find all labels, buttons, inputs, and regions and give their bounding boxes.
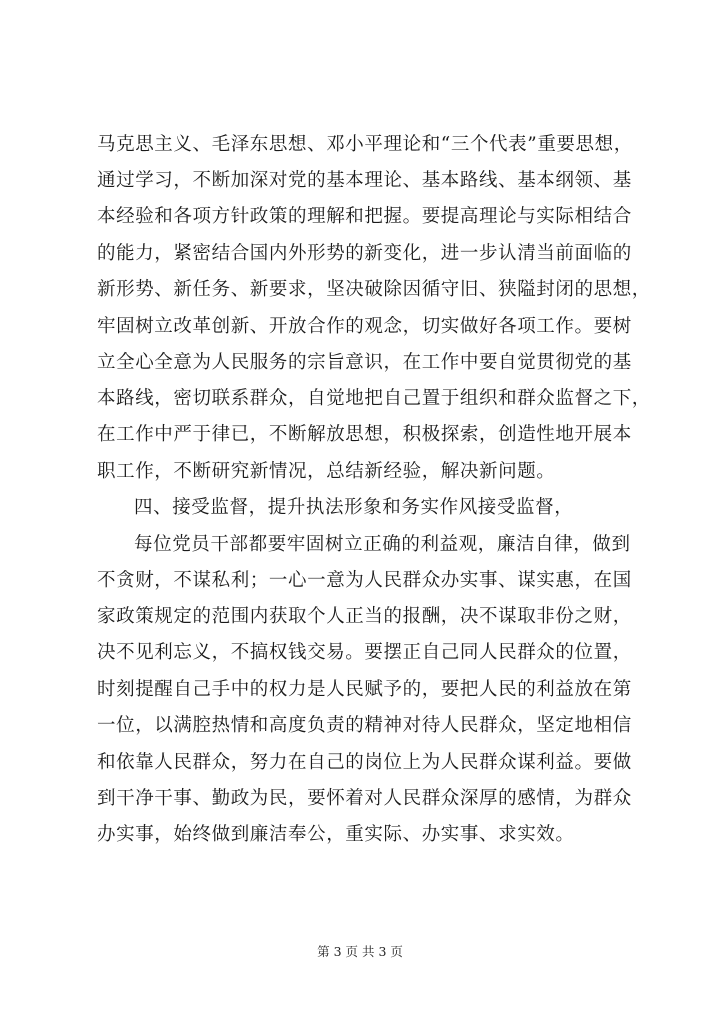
- text-line: 职工作，不断研究新情况，总结新经验，解决新问题。: [97, 461, 556, 482]
- text-line: 到干净干事、勤政为民，要怀着对人民群众深厚的感情，为群众: [97, 788, 632, 809]
- text-line: 每位党员干部都要牢固树立正确的利益观，廉洁自律，做到: [134, 534, 631, 555]
- page-number-footer: 第 3 页 共 3 页: [317, 944, 403, 959]
- text-line: 牢固树立改革创新、开放合作的观念，切实做好各项工作。要树: [97, 316, 632, 337]
- text-line: 时刻提醒自己手中的权力是人民赋予的，要把人民的利益放在第: [97, 679, 632, 700]
- text-line: 新形势、新任务、新要求，坚决破除因循守旧、狭隘封闭的思想，: [97, 279, 651, 300]
- text-line: 的能力，紧密结合国内外形势的新变化，进一步认清当前面临的: [97, 243, 632, 264]
- section-heading: 四、接受监督，提升执法形象和务实作风接受监督，: [134, 497, 574, 518]
- text-line: 不贪财，不谋私利；一心一意为人民群众办实事、谋实惠，在国: [97, 570, 632, 591]
- text-line: 立全心全意为人民服务的宗旨意识，在工作中要自觉贯彻党的基: [97, 352, 632, 373]
- text-line: 和依靠人民群众，努力在自己的岗位上为人民群众谋利益。要做: [97, 752, 632, 773]
- text-line: 家政策规定的范围内获取个人正当的报酬，决不谋取非份之财，: [97, 606, 632, 627]
- text-line: 本经验和各项方针政策的理解和把握。要提高理论与实际相结合: [97, 206, 632, 227]
- text-line: 通过学习，不断加深对党的基本理论、基本路线、基本纲领、基: [97, 170, 632, 191]
- text-line: 在工作中严于律已，不断解放思想，积极探索，创造性地开展本: [97, 424, 632, 445]
- text-line: 一位，以满腔热情和高度负责的精神对待人民群众，坚定地相信: [97, 715, 632, 736]
- text-line: 本路线，密切联系群众，自觉地把自己置于组织和群众监督之下，: [97, 388, 651, 409]
- text-line: 办实事，始终做到廉洁奉公，重实际、办实事、求实效。: [97, 824, 575, 845]
- text-line: 决不见利忘义，不搞权钱交易。要摆正自己同人民群众的位置，: [97, 642, 632, 663]
- text-line: 马克思主义、毛泽东思想、邓小平理论和“三个代表”重要思想，: [97, 134, 633, 155]
